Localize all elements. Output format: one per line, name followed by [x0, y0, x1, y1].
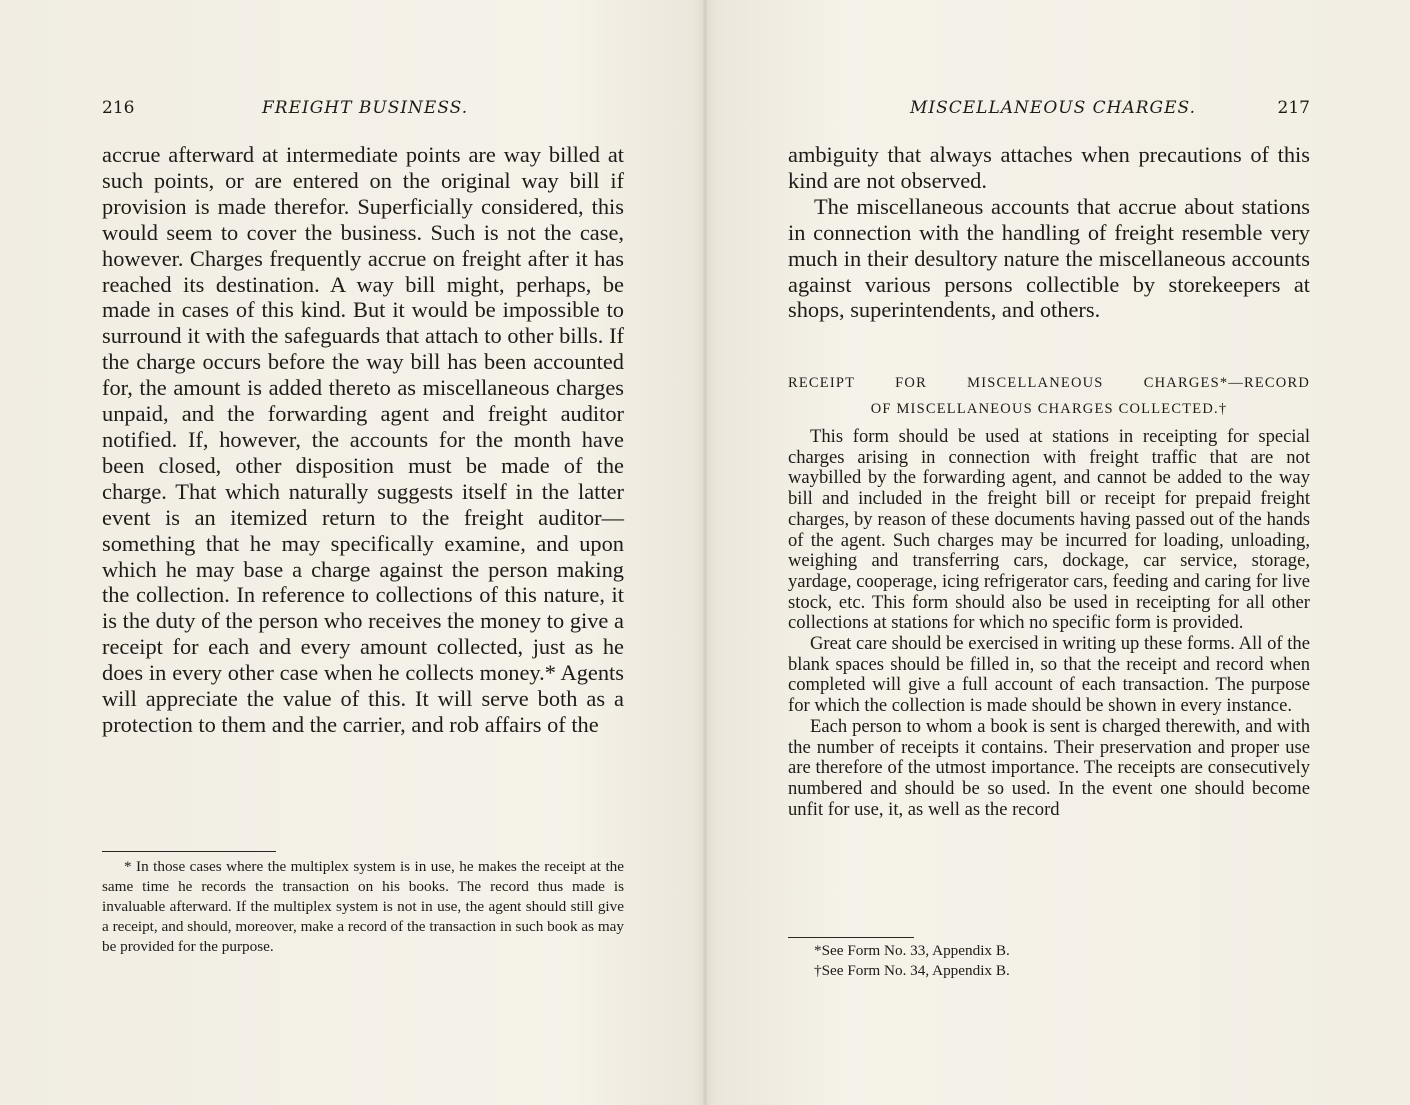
form-instructions [788, 427, 1310, 820]
right-running-head [788, 98, 1310, 122]
book-gutter [702, 0, 708, 1105]
left-running-title: FREIGHT BUSINESS. [262, 98, 469, 118]
instructions-paragraph-3: Each person to whom a book is sent is charged therewith, and with the number of receipts it contains. Their preservation and proper use are therefore of the utmost importance. The receipts are consecutively numbered and should be so used. In the event one should become unfit for use, it, as well as the record [788, 715, 1310, 820]
section-heading-line-1: RECEIPT FOR MISCELLANEOUS CHARGES*—RECORD [788, 375, 1310, 391]
left-body-text [102, 142, 624, 738]
instructions-paragraph-1: This form should be used at stations in receipting for special charges arising in connection with freight traffic that are not waybilled by the forwarding agent, and cannot be added to the way bill and included in the freight bill or receipt for prepaid freight charges, by reason of these documents having passed out of the hands of the agent. Such charges may be incurred for loading, unloading, weighing and transferring cars, dockage, car service, storage, yardage, cooperage, icing refrigerator cars, feeding and caring for live stock, etc. This form should also be used in receipting for all other collections at stations for which no specific form is provided. [788, 426, 1310, 634]
right-footnotes [814, 941, 1310, 981]
left-footnotes [102, 857, 624, 957]
right-footnote-2: †See Form No. 34, Appendix B. [814, 961, 1010, 979]
right-running-title: MISCELLANEOUS CHARGES. [910, 98, 1196, 118]
left-page-number: 216 [102, 98, 135, 118]
section-heading-line-2: OF MISCELLANEOUS CHARGES COLLECTED.† [870, 401, 1228, 417]
right-page-number: 217 [1277, 98, 1310, 118]
left-body-paragraph: accrue afterward at intermediate points are way billed at such points, or are entered on the original way bill if provision is made therefor. Superficially considered, this would seem to cover the business. Such is not the case, however. Charges frequently accrue on freight after it has reached its destination. A way bill might, perhaps, be made in cases of this kind. But it would be impossible to surround it with the safeguards that attach to other bills. If the charge occurs before the way bill has been accounted for, the amount is added thereto as miscellaneous charges unpaid, and the forwarding agent and freight auditor notified. If, however, the accounts for the month have been closed, other disposition must be made of the charge. That which naturally suggests itself in the latter event is an itemized return to the freight auditor—something that he may specifically examine, and upon which he may base a charge against the person making the collection. In reference to collections of this nature, it is the duty of the person who receives the money to give a receipt for each and every amount collected, just as he does in every other case when he collects money.* Agents will appreciate the value of this. It will serve both as a protection to them and the carrier, and rob affairs of the [102, 142, 624, 737]
left-footnote-rule [102, 851, 276, 852]
instructions-paragraph-2: Great care should be exercised in writing up these forms. All of the blank spaces should be filled in, so that the receipt and record when completed will give a full account of each transaction. The purpose for which the collection is made should be shown in every instance. [788, 633, 1310, 717]
right-body-text [788, 142, 1310, 323]
left-footnote: * In those cases where the multiplex system is in use, he makes the receipt at the same time he records the transaction on his books. The record thus made is invaluable afterward. If the multiplex system is not in use, the agent should still give a receipt, and should, moreover, make a record of the transaction in such book as may be provided for the purpose. [102, 858, 624, 955]
left-running-head [102, 98, 624, 122]
right-page [788, 0, 1310, 1105]
right-body-paragraph-1: ambiguity that always attaches when precautions of this kind are not observed. [788, 142, 1310, 193]
right-footnote-1: *See Form No. 33, Appendix B. [814, 942, 1010, 959]
right-footnote-rule [788, 937, 914, 938]
section-heading [788, 370, 1310, 422]
right-body-paragraph-2: The miscellaneous accounts that accrue about stations in connection with the handling of freight resemble very much in their desultory nature the miscellaneous accounts against various persons collectible by storekeepers at shops, superintendents, and others. [788, 193, 1310, 323]
left-page [102, 0, 624, 1105]
